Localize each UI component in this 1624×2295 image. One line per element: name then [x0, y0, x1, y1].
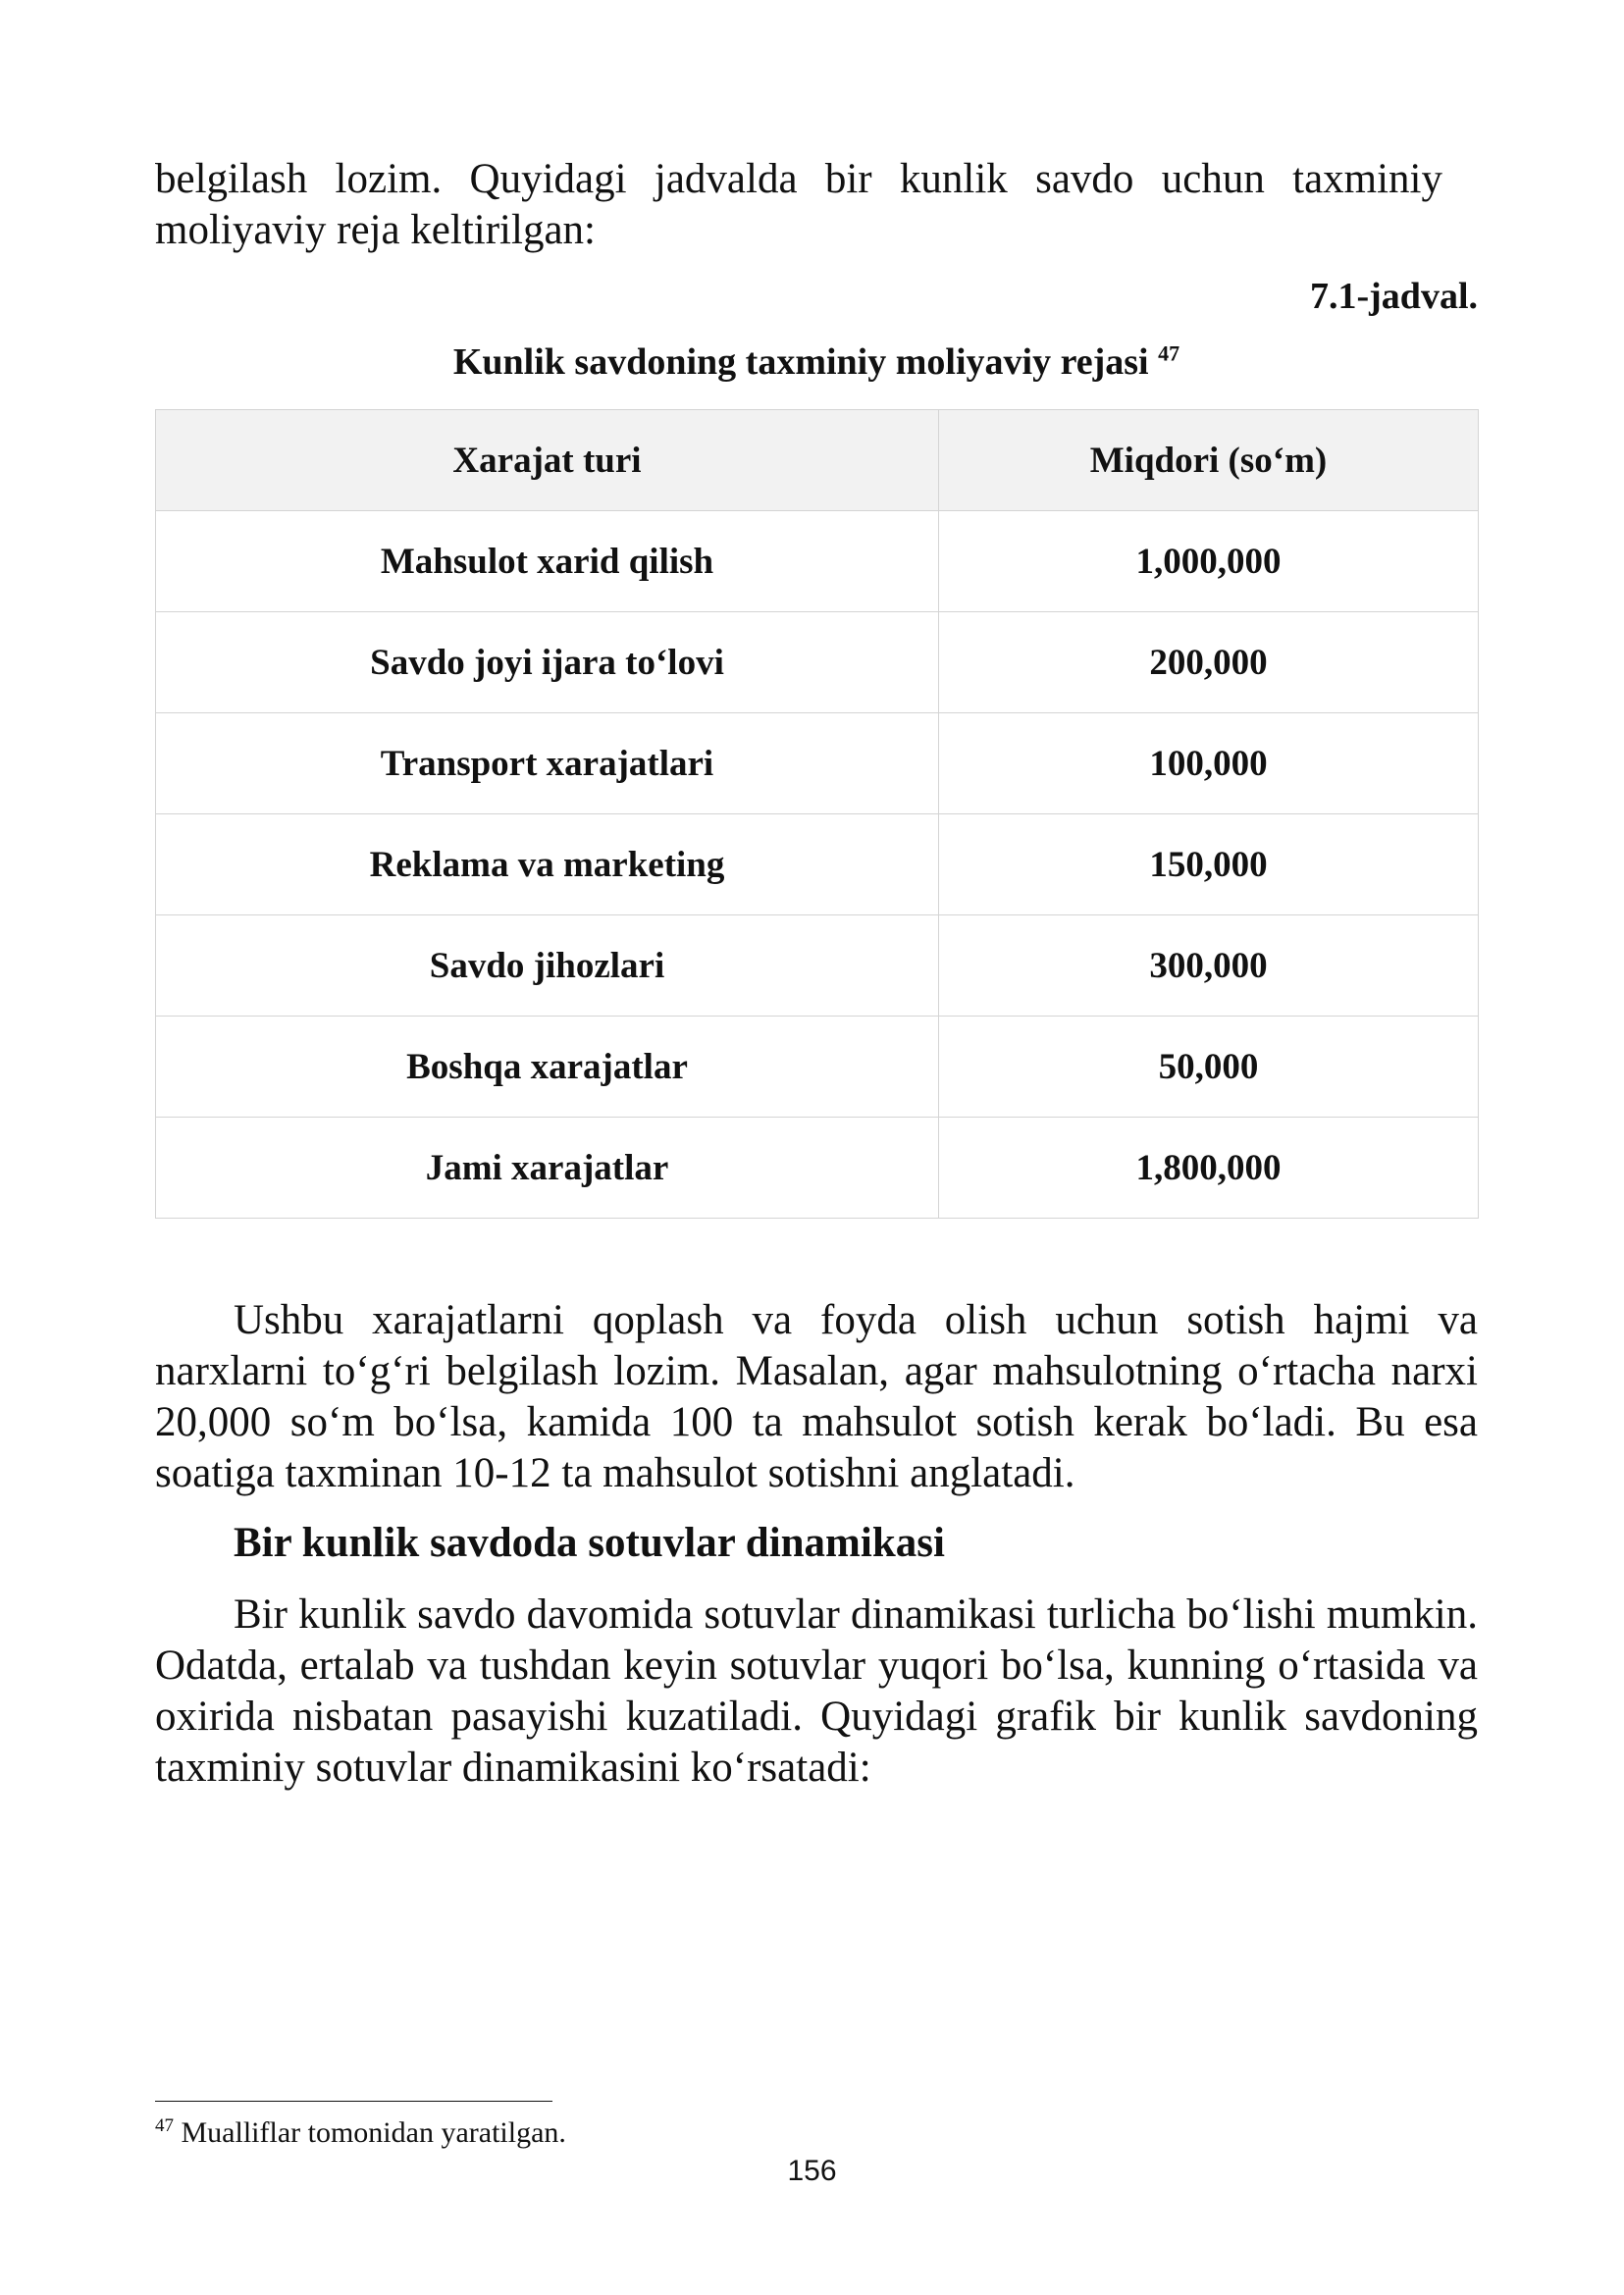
amount-cell: 300,000 [939, 915, 1479, 1017]
expense-type-cell: Reklama va marketing [156, 814, 939, 915]
amount-cell: 50,000 [939, 1017, 1479, 1118]
column-header-amount: Miqdori (so‘m) [939, 410, 1479, 511]
body-paragraph: Bir kunlik savdo davomida sotuvlar dinamikasi turlicha bo‘lishi mumkin. Odatda, ertalab va tushdan keyin sotuvlar yuqori bo‘lsa, kunning o‘rtasida va oxirida nisbatan pasayishi kuzatiladi. Quyidagi grafik bir kunlik savdoning taxminiy sotuvlar dinamikasini ko‘rsatadi: [155, 1591, 1478, 1791]
financial-plan-table [155, 409, 1479, 1219]
amount-cell: 200,000 [939, 612, 1479, 713]
table-label: 7.1-jadval. [1310, 276, 1478, 317]
footnote-number: 47 [155, 2115, 174, 2136]
footnote [155, 2116, 566, 2150]
table-row [156, 713, 1479, 814]
table-header-row [156, 410, 1479, 511]
intro-paragraph: belgilash lozim. Quyidagi jadvalda bir kunlik savdo uchun taxminiy moliyaviy reja keltirilgan: [155, 156, 1442, 253]
expense-type-cell: Jami xarajatlar [156, 1118, 939, 1219]
table-row [156, 1017, 1479, 1118]
table-row [156, 814, 1479, 915]
expense-type-cell: Transport xarajatlari [156, 713, 939, 814]
footnote-text: Mualliflar tomonidan yaratilgan. [181, 2116, 566, 2149]
amount-cell: 1,800,000 [939, 1118, 1479, 1219]
table-row [156, 511, 1479, 612]
footnote-divider [155, 2101, 552, 2102]
amount-cell: 100,000 [939, 713, 1479, 814]
table-row [156, 612, 1479, 713]
expense-type-cell: Mahsulot xarid qilish [156, 511, 939, 612]
page-number: 156 [787, 2155, 837, 2187]
amount-cell: 150,000 [939, 814, 1479, 915]
table-total-row [156, 1118, 1479, 1219]
column-header-expense-type: Xarajat turi [156, 410, 939, 511]
expense-type-cell: Savdo jihozlari [156, 915, 939, 1017]
table-title [155, 340, 1478, 384]
amount-cell: 1,000,000 [939, 511, 1479, 612]
body-paragraph: Ushbu xarajatlarni qoplash va foyda olish uchun sotish hajmi va narxlarni to‘g‘ri belgilash lozim. Masalan, agar mahsulotning o‘rtacha narxi 20,000 so‘m bo‘lsa, kamida 100 ta mahsulot sotish kerak bo‘ladi. Bu esa soatiga taxminan 10-12 ta mahsulot sotishni anglatadi. [155, 1297, 1478, 1496]
expense-type-cell: Savdo joyi ijara to‘lovi [156, 612, 939, 713]
table-title-text: Kunlik savdoning taxminiy moliyaviy rejasi [452, 341, 1149, 383]
section-subheading: Bir kunlik savdoda sotuvlar dinamikasi [234, 1520, 945, 1566]
expense-type-cell: Boshqa xarajatlar [156, 1017, 939, 1118]
table-row [156, 915, 1479, 1017]
table-title-footnote-ref: 47 [1158, 340, 1180, 366]
